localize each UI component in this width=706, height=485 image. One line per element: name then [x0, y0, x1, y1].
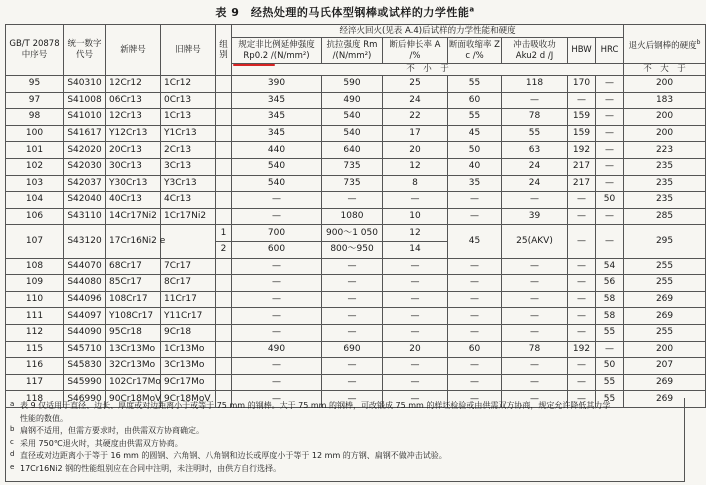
table-cell: — — [383, 374, 448, 391]
table-cell: S43110 — [64, 208, 106, 225]
table-cell: S41008 — [64, 92, 106, 109]
table-cell: 170 — [568, 76, 596, 93]
table-cell — [216, 76, 232, 93]
table-cell: 285 — [624, 208, 706, 225]
header-rm: 抗拉强度 Rm /(N/mm²) — [322, 38, 383, 64]
table-cell: 8 — [383, 175, 448, 192]
table-cell: S41010 — [64, 109, 106, 126]
table-body — [6, 76, 706, 408]
table-cell: — — [232, 192, 322, 209]
header-not-more: 不 大 于 — [624, 64, 706, 76]
table-cell: Y108Cr17 — [106, 308, 161, 325]
table-cell: 55 — [448, 76, 502, 93]
table-cell: S43120 — [64, 225, 106, 258]
table-cell: 345 — [232, 125, 322, 142]
table-cell: — — [448, 275, 502, 292]
table-cell — [216, 258, 232, 275]
table-row — [6, 92, 706, 109]
table-cell: — — [596, 225, 624, 258]
table-row — [6, 109, 706, 126]
table-cell: 85Cr17 — [106, 275, 161, 292]
table-cell: 14Cr17Ni2 — [106, 208, 161, 225]
table-cell: 45 — [448, 125, 502, 142]
table-cell: 24 — [383, 92, 448, 109]
table-cell: — — [322, 324, 383, 341]
table-row — [6, 275, 706, 292]
table-cell: — — [322, 358, 383, 375]
table-cell: 12Cr12 — [106, 76, 161, 93]
table-cell: 06Cr13 — [106, 92, 161, 109]
table-cell: 2 — [216, 241, 232, 258]
table-cell: — — [448, 308, 502, 325]
table-cell: 200 — [624, 341, 706, 358]
table-cell: — — [502, 291, 568, 308]
table-cell: — — [232, 291, 322, 308]
table-cell — [216, 92, 232, 109]
table-row — [6, 142, 706, 159]
table-cell: — — [596, 158, 624, 175]
table-cell: 50 — [596, 192, 624, 209]
table-cell: 95Cr18 — [106, 324, 161, 341]
table-cell: — — [322, 308, 383, 325]
table-cell: 10 — [383, 208, 448, 225]
table-cell: 50 — [596, 358, 624, 375]
table-cell: 1Cr17Ni2 — [161, 208, 216, 225]
table-cell: — — [596, 76, 624, 93]
table-cell: 490 — [232, 341, 322, 358]
table-cell: 112 — [6, 324, 64, 341]
table-cell: 440 — [232, 142, 322, 159]
table-cell: 63 — [502, 142, 568, 159]
table-cell: — — [568, 308, 596, 325]
table-cell: 735 — [322, 175, 383, 192]
table-cell: 55 — [596, 374, 624, 391]
table-cell: — — [448, 358, 502, 375]
table-cell: 217 — [568, 158, 596, 175]
table-cell: — — [596, 175, 624, 192]
table-cell: — — [383, 324, 448, 341]
table-cell: 640 — [322, 142, 383, 159]
table-cell: 45 — [448, 225, 502, 258]
table-cell: 25 — [383, 76, 448, 93]
footnote-b: b 扁钢不适用，但需方要求时，由供需双方协商确定。 — [10, 425, 204, 436]
table-cell: — — [502, 374, 568, 391]
table-cell: 68Cr17 — [106, 258, 161, 275]
table-cell — [216, 341, 232, 358]
table-cell: — — [502, 275, 568, 292]
table-cell: 97 — [6, 92, 64, 109]
table-cell: 207 — [624, 358, 706, 375]
table-cell — [216, 158, 232, 175]
table-cell: 22 — [383, 109, 448, 126]
table-cell: — — [448, 374, 502, 391]
table-cell: — — [383, 308, 448, 325]
table-cell: — — [383, 275, 448, 292]
table-cell: 20 — [383, 142, 448, 159]
header-old-grade: 旧牌号 — [161, 25, 216, 76]
table-cell: 32Cr13Mo — [106, 358, 161, 375]
table-cell: 223 — [624, 142, 706, 159]
table-cell: S42040 — [64, 192, 106, 209]
table-cell: 54 — [596, 258, 624, 275]
table-cell: 7Cr17 — [161, 258, 216, 275]
table-cell — [216, 358, 232, 375]
mechanical-properties-table — [5, 24, 706, 408]
table-cell: 55 — [596, 391, 624, 408]
footnotes — [5, 398, 685, 482]
table-cell: — — [232, 358, 322, 375]
table-cell: 98 — [6, 109, 64, 126]
table-cell: 40 — [448, 158, 502, 175]
table-cell: S44090 — [64, 324, 106, 341]
table-cell: 390 — [232, 76, 322, 93]
table-cell: 159 — [568, 125, 596, 142]
table-cell: 192 — [568, 142, 596, 159]
seq-107: 107 — [6, 225, 64, 258]
table-cell: 9Cr17Mo — [161, 374, 216, 391]
table-cell: S44070 — [64, 258, 106, 275]
table-cell — [216, 374, 232, 391]
table-cell: 103 — [6, 175, 64, 192]
table-cell: Y30Cr13 — [106, 175, 161, 192]
table-cell: — — [568, 391, 596, 408]
table-cell: 13Cr13Mo — [106, 341, 161, 358]
table-cell: — — [322, 192, 383, 209]
table-cell: 9Cr18 — [161, 324, 216, 341]
table-cell: S45990 — [64, 374, 106, 391]
table-cell: Y1Cr13 — [161, 125, 216, 142]
table-cell: 1Cr12 — [161, 76, 216, 93]
table-cell: 235 — [624, 175, 706, 192]
table-cell: 200 — [624, 125, 706, 142]
table-cell: 1 — [216, 225, 232, 242]
table-cell: — — [596, 208, 624, 225]
table-cell: 235 — [624, 158, 706, 175]
table-cell: Y11Cr17 — [161, 308, 216, 325]
table-cell: 235 — [624, 192, 706, 209]
table-cell: 17Cr16Ni2 e — [106, 225, 161, 258]
table-cell: 60 — [448, 341, 502, 358]
table-cell: 24 — [502, 175, 568, 192]
header-aku: 冲击吸收功 Aku2 d /J — [502, 38, 568, 64]
table-cell: 1080 — [322, 208, 383, 225]
table-cell: 12Cr13 — [106, 109, 161, 126]
table-cell: 12 — [383, 225, 448, 242]
table-cell: 600 — [232, 241, 322, 258]
table-cell: 39 — [502, 208, 568, 225]
table-cell: — — [322, 275, 383, 292]
table-cell: 12 — [383, 158, 448, 175]
table-row — [6, 158, 706, 175]
table-cell: S40310 — [64, 76, 106, 93]
table-cell: S45830 — [64, 358, 106, 375]
table-cell: 11Cr17 — [161, 291, 216, 308]
table-cell: 14 — [383, 241, 448, 258]
table-cell: — — [502, 358, 568, 375]
table-cell: 111 — [6, 308, 64, 325]
header-group: 组别 — [216, 25, 232, 76]
table-cell: 490 — [322, 92, 383, 109]
table-cell: S44080 — [64, 275, 106, 292]
table-cell: S42037 — [64, 175, 106, 192]
header-not-less: 不 小 于 — [232, 64, 624, 76]
header-new-grade: 新牌号 — [106, 25, 161, 76]
table-cell: 700 — [232, 225, 322, 242]
table-cell: 269 — [624, 308, 706, 325]
table-cell: 0Cr13 — [161, 92, 216, 109]
table-title: 表 9 经热处理的马氏体型钢棒或试样的力学性能$^a$ — [215, 5, 475, 19]
header-seq: GB/T 20878 中序号 — [6, 25, 64, 76]
table-cell: 17 — [383, 125, 448, 142]
table-cell: 200 — [624, 109, 706, 126]
table-cell — [216, 192, 232, 209]
header-a: 断后伸长率 A /% — [383, 38, 448, 64]
table-cell: 106 — [6, 208, 64, 225]
table-cell: 3Cr13Mo — [161, 358, 216, 375]
table-cell: — — [502, 324, 568, 341]
table-cell: 102 — [6, 158, 64, 175]
table-cell: — — [568, 275, 596, 292]
table-cell: 60 — [448, 92, 502, 109]
table-cell: — — [596, 92, 624, 109]
table-row — [6, 175, 706, 192]
table-cell: S42020 — [64, 142, 106, 159]
table-row — [6, 341, 706, 358]
table-cell: 40Cr13 — [106, 192, 161, 209]
table-cell: — — [383, 258, 448, 275]
table-cell: 345 — [232, 92, 322, 109]
table-cell: — — [383, 192, 448, 209]
table-cell: 108Cr17 — [106, 291, 161, 308]
red-underline-annotation — [233, 64, 275, 66]
table-cell: 30Cr13 — [106, 158, 161, 175]
table-cell: — — [502, 92, 568, 109]
table-cell: 800～950 — [322, 241, 383, 258]
footnote-a: a 表 9 仅适用于直径、边长、厚度或对边距离小于或等于 75 mm 的钢棒。大于 75 mm 的钢棒，可改锻成 75 mm 的样坯检验或由供需双方协商，规定允许降低其力学 — [10, 400, 611, 410]
table-cell: — — [232, 374, 322, 391]
table-cell: 690 — [322, 341, 383, 358]
table-cell: 55 — [502, 125, 568, 142]
table-cell: — — [568, 324, 596, 341]
table-cell: 117 — [6, 374, 64, 391]
table-cell: — — [232, 391, 322, 408]
table-cell: 50 — [448, 142, 502, 159]
table-cell: 217 — [568, 175, 596, 192]
table-cell: — — [322, 291, 383, 308]
table-cell: 192 — [568, 341, 596, 358]
table-cell: — — [502, 192, 568, 209]
table-cell: — — [596, 341, 624, 358]
table-cell: 35 — [448, 175, 502, 192]
table-cell: 8Cr17 — [161, 275, 216, 292]
table-cell: — — [596, 125, 624, 142]
table-cell — [216, 291, 232, 308]
table-cell: 540 — [232, 158, 322, 175]
header-hbw: HBW — [568, 38, 596, 64]
table-cell: 183 — [624, 92, 706, 109]
table-cell — [216, 175, 232, 192]
table-cell: 900～1 050 — [322, 225, 383, 242]
table-cell: 3Cr13 — [161, 158, 216, 175]
table-cell: 345 — [232, 109, 322, 126]
table-cell: — — [568, 291, 596, 308]
table-cell: — — [322, 374, 383, 391]
table-cell: 118 — [502, 76, 568, 93]
table-cell: — — [448, 291, 502, 308]
table-cell: 2Cr13 — [161, 142, 216, 159]
table-cell: 109 — [6, 275, 64, 292]
table-cell: — — [568, 258, 596, 275]
footnote-c: c 采用 750℃退火时，其硬度由供需双方协商。 — [10, 437, 183, 448]
table-cell: 101 — [6, 142, 64, 159]
table-cell: — — [232, 208, 322, 225]
header-rp: 规定非比例延伸强度 Rp0.2 /(N/mm²) — [232, 38, 322, 64]
table-cell: Y12Cr13 — [106, 125, 161, 142]
table-cell: — — [502, 308, 568, 325]
table-row — [6, 76, 706, 93]
table-cell: 116 — [6, 358, 64, 375]
table-row — [6, 374, 706, 391]
table-cell: 58 — [596, 308, 624, 325]
table-row — [6, 358, 706, 375]
table-row — [6, 225, 706, 242]
table-cell: 56 — [596, 275, 624, 292]
table-cell: — — [232, 308, 322, 325]
table-cell: 159 — [568, 109, 596, 126]
table-cell: 540 — [322, 125, 383, 142]
table-cell — [161, 225, 216, 258]
table-cell: 20Cr13 — [106, 142, 161, 159]
table-cell — [216, 324, 232, 341]
table-cell: 9Cr18MoV — [161, 391, 216, 408]
table-cell: — — [568, 374, 596, 391]
table-row — [6, 324, 706, 341]
table-cell: 78 — [502, 109, 568, 126]
table-cell: — — [448, 208, 502, 225]
table-cell — [216, 125, 232, 142]
table-cell: 590 — [322, 76, 383, 93]
table-cell: — — [448, 324, 502, 341]
table-cell: 269 — [624, 391, 706, 408]
table-cell: 95 — [6, 76, 64, 93]
table-cell: — — [383, 358, 448, 375]
table-cell: 78 — [502, 341, 568, 358]
table-cell: S46990 — [64, 391, 106, 408]
table-cell: Y3Cr13 — [161, 175, 216, 192]
table-cell: 269 — [624, 374, 706, 391]
table-row — [6, 258, 706, 275]
table-cell: 115 — [6, 341, 64, 358]
header-z: 断面收缩率 Z c /% — [448, 38, 502, 64]
table-cell: 55 — [448, 109, 502, 126]
table-cell: 58 — [596, 291, 624, 308]
table-cell — [216, 208, 232, 225]
table-cell: — — [568, 358, 596, 375]
table-cell: — — [383, 391, 448, 408]
table-cell: — — [596, 142, 624, 159]
table-cell: 255 — [624, 275, 706, 292]
table-cell: 110 — [6, 291, 64, 308]
table-cell: — — [322, 391, 383, 408]
table-cell: 1Cr13 — [161, 109, 216, 126]
table-cell: 25(AKV) — [502, 225, 568, 258]
table-cell: — — [322, 258, 383, 275]
table-cell: — — [568, 92, 596, 109]
table-cell: S44096 — [64, 291, 106, 308]
header-uns: 统一数字代号 — [64, 25, 106, 76]
table-cell: — — [596, 109, 624, 126]
table-cell: 90Cr18MoV — [106, 391, 161, 408]
table-cell: 108 — [6, 258, 64, 275]
table-cell: S41617 — [64, 125, 106, 142]
table-cell — [216, 142, 232, 159]
table-cell: — — [232, 275, 322, 292]
table-cell: 1Cr13Mo — [161, 341, 216, 358]
table-cell: — — [568, 208, 596, 225]
table-cell: — — [568, 225, 596, 258]
table-cell: 200 — [624, 76, 706, 93]
table-cell: 295 — [624, 225, 706, 258]
table-cell: — — [232, 324, 322, 341]
table-cell: 540 — [322, 109, 383, 126]
table-cell — [216, 109, 232, 126]
table-row — [6, 192, 706, 209]
table-cell: — — [232, 258, 322, 275]
table-cell: 118 — [6, 391, 64, 408]
table-cell: — — [448, 258, 502, 275]
table-row — [6, 208, 706, 225]
table-cell: 255 — [624, 324, 706, 341]
table-cell: 255 — [624, 258, 706, 275]
table-cell: 269 — [624, 291, 706, 308]
footnote-a-cont: 性能的数值。 — [20, 413, 68, 423]
table-row — [6, 125, 706, 142]
header-hrc: HRC — [596, 38, 624, 64]
footnote-d: d 直径或对边距离小于等于 16 mm 的圆钢、六角钢、八角钢和边长或厚度小于等于 12 mm 的方钢、扁钢不做冲击试验。 — [10, 450, 447, 461]
table-cell: — — [448, 192, 502, 209]
table-cell: — — [448, 391, 502, 408]
table-row — [6, 291, 706, 308]
header-anneal-group: 退火后钢棒的硬度$^b$ — [624, 25, 706, 64]
table-cell — [216, 308, 232, 325]
table-cell: 102Cr17Mo — [106, 374, 161, 391]
table-row — [6, 308, 706, 325]
table-cell: — — [502, 391, 568, 408]
table-cell: S42030 — [64, 158, 106, 175]
table-cell: S44097 — [64, 308, 106, 325]
footnote-e: e 17Cr16Ni2 钢的性能组别应在合同中注明，未注明时，由供方自行选择。 — [10, 462, 282, 473]
table-cell: — — [383, 291, 448, 308]
table-cell — [216, 275, 232, 292]
table-cell: 735 — [322, 158, 383, 175]
table-cell: 104 — [6, 192, 64, 209]
table-cell: 20 — [383, 341, 448, 358]
table-cell: 55 — [596, 324, 624, 341]
table-cell: 24 — [502, 158, 568, 175]
table-cell: 4Cr13 — [161, 192, 216, 209]
header-quench-group: 经淬火回火(见表 A.4)后试样的力学性能和硬度 — [232, 25, 624, 38]
table-cell: — — [502, 258, 568, 275]
table-cell: — — [568, 192, 596, 209]
table-cell: 540 — [232, 175, 322, 192]
table-cell: S45710 — [64, 341, 106, 358]
table-cell: 100 — [6, 125, 64, 142]
